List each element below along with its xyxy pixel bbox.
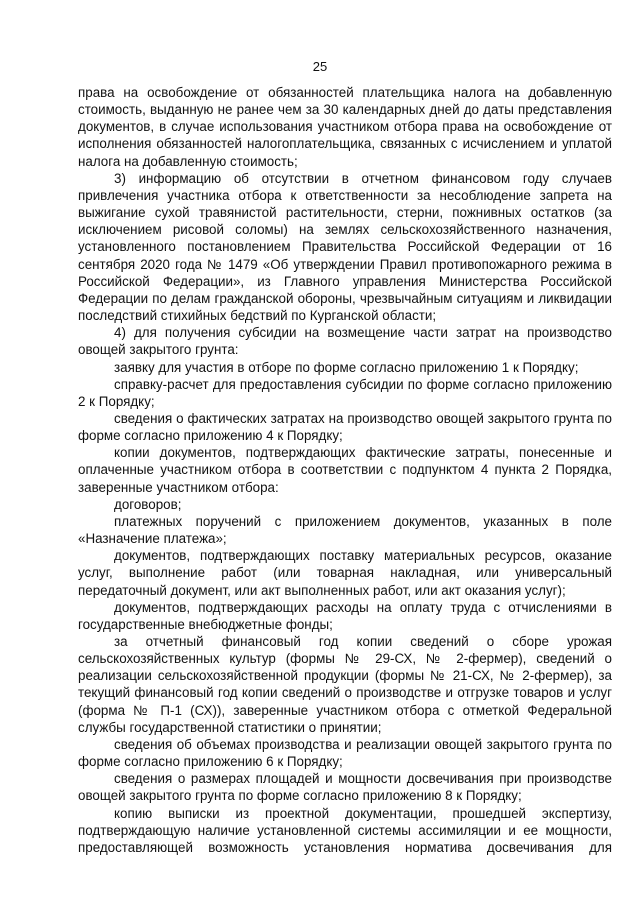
paragraph-actual-costs: сведения о фактических затратах на производство овощей закрытого грунта по форме согласно приложению 4 к Порядку; — [78, 410, 612, 444]
paragraph-lighting-capacity: сведения о размерах площадей и мощности досвечивания при производстве овощей закрытого грунта по форме согласно приложению 8 к Порядку; — [78, 771, 612, 804]
page-number: 25 — [312, 59, 328, 74]
paragraph-continuation: права на освобождение от обязанностей плательщика налога на добавленную стоимость, выданную не ранее чем за 30 календарных дней до даты представления документов, в случае использования участником отбора права на освобождение от исполнения обязанностей налогоплательщика, связанных с исчислением и уплатой налога на добавленную стоимость; — [78, 85, 612, 169]
paragraph-calculation: справку-расчет для предоставления субсидии по форме согласно приложению 2 к Порядку; — [78, 376, 612, 409]
paragraph-item-3: 3) информацию об отсутствии в отчетном финансовом году случаев привлечения участника отбора к ответственности за несоблюдение запрета на выжигание сухой травянистой растительности, стерни, пожнивных остатков (за исключением рисовой соломы) на землях сельскохозяйственного назначения, установленного постановлением Правительства Российской Федерации от 16 сентября 2020 года № 1479 «Об утверждении Правил противопожарного режима в Российской Федерации», из Главного управления Министерства Российской Федерации по делам гражданской обороны, чрезвычайным ситуациям и ликвидации последствий стихийных бедствий по Курганской области; — [78, 170, 612, 324]
paragraph-payment-orders: платежных поручений с приложением документов, указанных в поле «Назначение платежа»; — [78, 513, 612, 547]
paragraph-application: заявку для участия в отборе по форме согласно приложению 1 к Порядку; — [114, 359, 579, 375]
paragraph-labor-costs: документов, подтверждающих расходы на оплату труда с отчислениями в государственные внебюджетные фонды; — [78, 599, 612, 632]
paragraph-supply-documents: документов, подтверждающих поставку материальных ресурсов, оказание услуг, выполнение работ (или товарная накладная, или универсальный передаточный документ, или акт выполненных работ, или акт оказания услуг); — [78, 548, 612, 598]
paragraph-production-volumes: сведения об объемах производства и реализации овощей закрытого грунта по форме согласно приложению 6 к Порядку; — [78, 736, 612, 770]
paragraph-contracts: договоров; — [114, 496, 182, 512]
paragraph-statistics: за отчетный финансовый год копии сведений о сборе урожая сельскохозяйственных культур (формы № 29-СХ, № 2-фермер), сведений о реализации сельскохозяйственной продукции (формы № 21-СХ, № 2-фермер), за текущий финансовый год копии сведений о производстве и отгрузке товаров и услуг (форма № П-1 (СХ)), заверенные участником отбора с отметкой Федеральной службы государственной статистики о принятии; — [78, 634, 612, 735]
paragraph-project-extract: копию выписки из проектной документации, прошедшей экспертизу, подтверждающую наличие установленной системы ассимиляции и ее мощности, предоставляющей возможность установления норматива досвечивания для — [78, 805, 612, 855]
paragraph-item-4: 4) для получения субсидии на возмещение части затрат на производство овощей закрытого грунта: — [78, 325, 612, 358]
document-body — [78, 84, 612, 855]
paragraph-document-copies: копии документов, подтверждающих фактические затраты, понесенные и оплаченные участником отбора в соответствии с подпунктом 4 пункта 2 Порядка, заверенные участником отбора: — [78, 445, 612, 495]
